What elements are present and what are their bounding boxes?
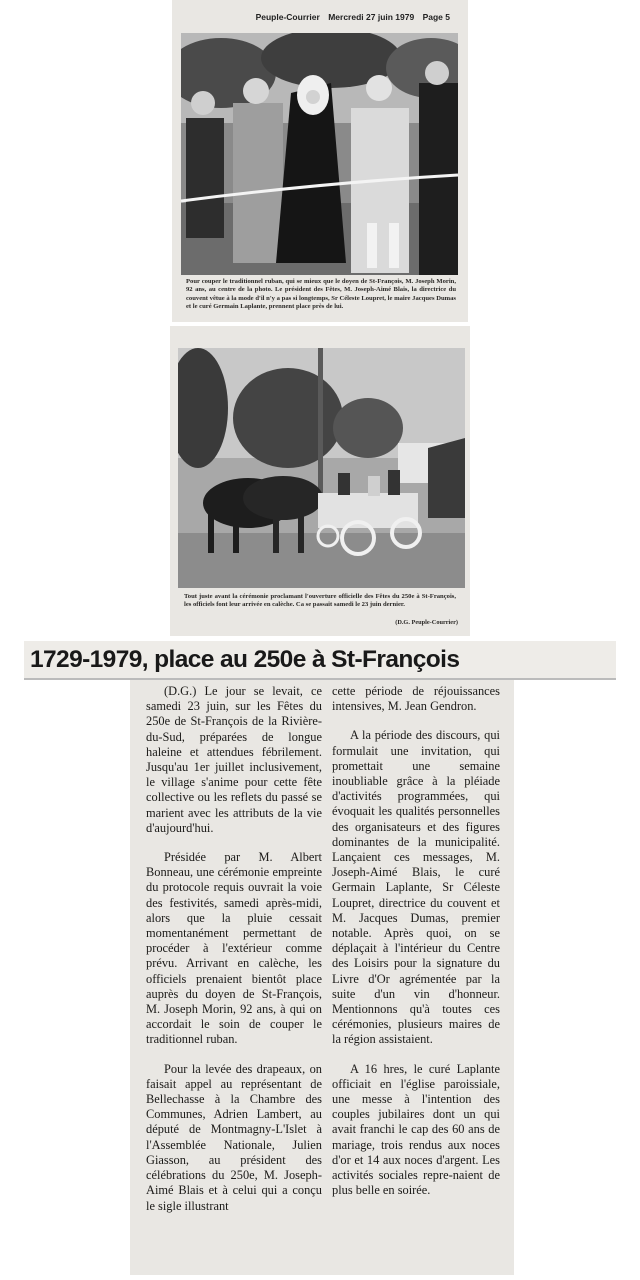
masthead-page: Page 5 (422, 12, 450, 22)
article-paragraph: A 16 hres, le curé Laplante officiait en l'église paroissiale, une messe à l'intention des couples jubilaires dont un qui avait franchi le cap des 60 ans de mariage, trois rendus aux noces d'or et 14 aux noces d'argent. Les activités sociales repre-naient de plus belle en soirée. (332, 1061, 500, 1198)
photo-ribbon-cutting (181, 33, 458, 275)
article-column-2 (332, 684, 500, 1213)
article-column-1 (146, 684, 322, 1228)
article-paragraph: A la période des discours, qui formulait une invitation, qui promettait une semaine inoubliable grâce à la pléiade d'activités programmées, qui évoquait les qualités personnelles des organisateurs et des figures dominantes de la municipalité. Lançaient ces messages, M. Joseph-Aimé Blais, le curé Germain Laplante, Sr Céleste Loupret, directrice du couvent et M. Jacques Dumas, premier notable. Après quoi, on se déplaçait à l'intérieur du Centre des Loisirs pour la signature du Livre d'Or agrémentée par la suite d'un vin d'honneur. Mentionnons qu'à toutes ces cérémonies, plusieurs maires de la région assistaient. (332, 728, 500, 1047)
masthead-paper: Peuple-Courrier (255, 12, 320, 22)
article-paragraph: (D.G.) Le jour se levait, ce samedi 23 juin, sur les Fêtes du 250e de St-François de la Rivière-du-Sud, préparées de longue haleine et attendues fébrilement. Jusqu'au 1er juillet inclusivement, le village s'anime pour cette fête collective ou les reflets du passé se marient avec les attributs de la vie d'aujourd'hui. (146, 684, 322, 835)
masthead (126, 12, 450, 22)
article-paragraph: Présidée par M. Albert Bonneau, une cérémonie empreinte du protocole requis ouvrait la voie des festivités, samedi après-midi, alors que la pluie cessait momentanément permettant de procéder à l'extérieur comme prévu. Arrivant en calèche, les officiels prenaient bientôt place auprès du doyen de St-François, M. Joseph Morin, 92 ans, à qui on accordait le soin de couper le traditionnel ruban. (146, 850, 322, 1047)
photo-caleche-caption: Tout juste avant la cérémonie proclamant l'ouverture officielle des Fêtes du 250e à St-François, les officiels font leur arrivée en calèche. Ca se passait samedi le 23 juin dernier. (184, 593, 456, 609)
photo-ribbon-caption: Pour couper le traditionnel ruban, qui se mieux que le doyen de St-François, M. Joseph Morin, 92 ans, au centre de la photo. Le président des Fêtes, M. Joseph-Aimé Blais, la directrice du couvent vêtue à la mode d'il n'y a pas si longtemps, Sr Céleste Loupret, le maire Jacques Dumas et le curé Germain Laplante, prennent place près de lui. (186, 278, 456, 310)
article-headline: 1729-1979, place au 250e à St-François (30, 646, 460, 673)
photo-caleche-arrival (178, 348, 465, 588)
photo-credit: (D.G. Peuple-Courrier) (395, 619, 458, 626)
headline-divider (24, 678, 616, 680)
article-paragraph: Pour la levée des drapeaux, on faisait appel au représentant de Bellechasse à la Chambre des Communes, Adrien Lambert, au député de Montmagny-L'Islet à l'Assemblée Nationale, Julien Giasson, au président des célébrations du 250e, M. Joseph-Aimé Blais et à celui qui a conçu le sigle illustrant (146, 1061, 322, 1213)
article-paragraph: cette période de réjouissances intensives, M. Jean Gendron. (332, 684, 500, 714)
masthead-date: Mercredi 27 juin 1979 (328, 12, 415, 22)
